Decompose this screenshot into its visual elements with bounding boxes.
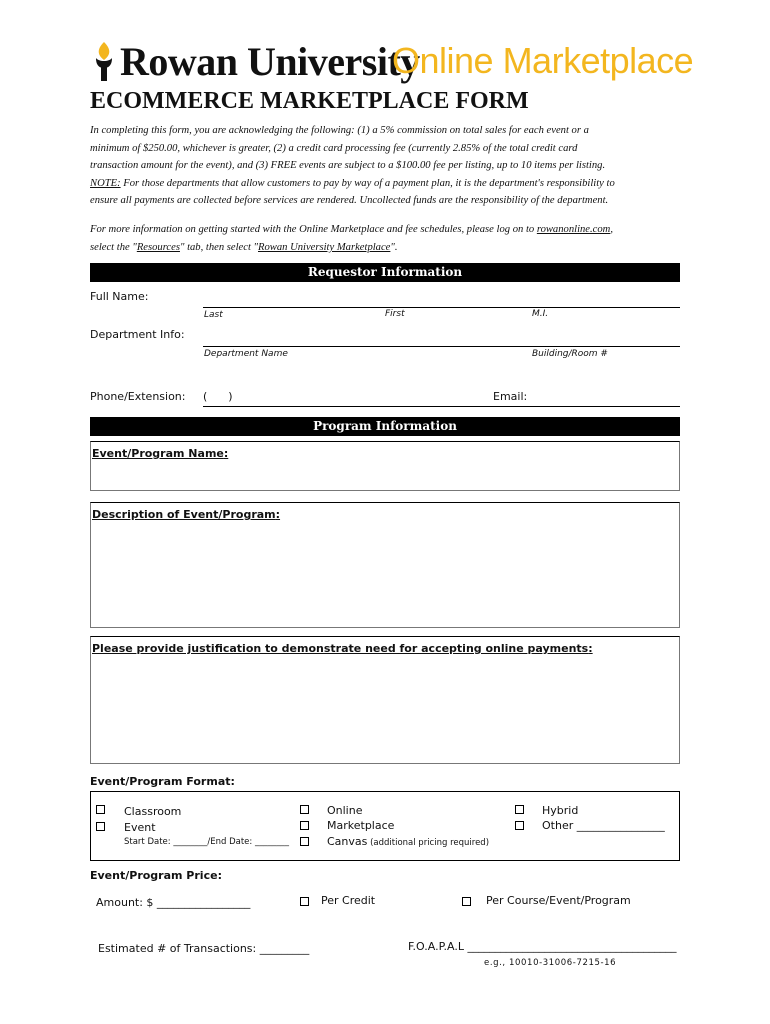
description-label [92, 508, 280, 521]
phone-email-field[interactable] [203, 406, 680, 407]
department-info-field[interactable] [203, 346, 680, 347]
justification-label-text: Please provide justification to demonstrate need for accepting online payments [92, 642, 589, 655]
rowanonline-link[interactable]: rowanonline.com [536, 224, 611, 235]
classroom-event-checkbox[interactable] [96, 805, 105, 814]
requestor-heading: Requestor Information [90, 263, 680, 282]
colon: : [275, 508, 281, 521]
more-info-paragraph [90, 221, 680, 256]
phone-extension-label: Phone/Extension: [90, 390, 186, 403]
online-option: Online [327, 804, 363, 817]
hybrid-checkbox[interactable] [515, 805, 524, 814]
more-info-text: , [610, 224, 613, 235]
intro-note-line [90, 175, 680, 193]
form-title: ECOMMERCE MARKETPLACE FORM [90, 88, 529, 114]
foapal-field[interactable]: F.O.A.P.A.L ______________________________________ [408, 940, 677, 953]
intro-line: In completing this form, you are acknowledging the following: (1) a 5% commission on total sales for each event or a [90, 125, 589, 136]
more-info-text: " tab, then select " [179, 241, 258, 253]
foapal-example: e.g., 10010-31006-7215-16 [484, 958, 617, 968]
more-info-text: select the " [90, 241, 137, 253]
event-name-label [92, 447, 228, 460]
description-label-text: Description of Event/Program [92, 508, 276, 521]
per-credit-checkbox[interactable] [300, 897, 309, 906]
colon: : [588, 642, 593, 655]
price-label [90, 869, 222, 882]
logo-marketplace: Online Marketplace [392, 40, 694, 81]
colon: : [223, 447, 229, 460]
mi-sublabel: M.I. [532, 309, 549, 319]
department-name-sublabel: Department Name [204, 349, 288, 359]
program-heading: Program Information [90, 417, 680, 436]
intro-paragraph [90, 122, 680, 210]
rowan-logo [90, 36, 694, 86]
more-info-text: ". [390, 241, 398, 253]
justification-box[interactable] [90, 636, 680, 764]
event-name-label-text: Event/Program Name [92, 447, 224, 460]
department-info-label: Department Info: [90, 328, 185, 341]
classroom-option: Classroom [124, 805, 182, 818]
price-label-text: Event/Program Price [90, 869, 218, 882]
hybrid-option: Hybrid [542, 804, 579, 817]
marketplace-option: Marketplace [327, 819, 395, 832]
full-name-field[interactable] [203, 307, 680, 308]
email-label: Email: [493, 390, 528, 403]
canvas-checkbox[interactable] [300, 837, 309, 846]
phone-area-code: ( ) [203, 390, 233, 403]
intro-line: transaction amount for the event), and (3) FREE events are subject to a $100.00 fee per listing, up to 10 items per listing. [90, 160, 606, 172]
canvas-option [327, 834, 489, 851]
building-room-sublabel: Building/Room # [532, 349, 608, 359]
other-option: Other ________________ [542, 819, 665, 832]
last-sublabel: Last [204, 310, 223, 320]
full-name-label: Full Name: [90, 290, 149, 303]
format-label-text: Event/Program Format [90, 775, 231, 788]
per-course-checkbox[interactable] [462, 897, 471, 906]
per-credit-option: Per Credit [321, 894, 376, 907]
colon: : [230, 775, 235, 788]
resources-link[interactable]: Resources [136, 241, 180, 253]
intro-line: For those departments that allow customers to pay by way of a payment plan, it is the department's responsibility to [120, 177, 615, 189]
format-label [90, 775, 235, 788]
note-label: NOTE: [90, 177, 121, 189]
other-checkbox[interactable] [515, 821, 524, 830]
canvas-text: Canvas [327, 835, 368, 848]
logo-university-name: Rowan University [120, 39, 420, 84]
start-end-date: Start Date: ________/End Date: ________ [124, 837, 289, 847]
event-checkbox[interactable] [96, 822, 105, 831]
intro-line: minimum of $250.00, whichever is greater, (2) a credit card processing fee (currently 2.85% of the total credit card [90, 142, 578, 154]
amount-field[interactable]: Amount: $ _________________ [96, 896, 251, 909]
intro-line: ensure all payments are collected before services are rendered. Uncollected funds are the responsibility of the department. [90, 195, 609, 207]
event-option: Event [124, 821, 156, 834]
marketplace-checkbox[interactable] [300, 821, 309, 830]
torch-icon [90, 40, 118, 82]
online-checkbox[interactable] [300, 805, 309, 814]
justification-label [92, 642, 593, 655]
canvas-note: (additional pricing required) [367, 838, 490, 848]
per-course-option: Per Course/Event/Program [486, 894, 631, 907]
marketplace-link[interactable]: Rowan University Marketplace [258, 241, 391, 253]
more-info-text: For more information on getting started with the Online Marketplace and fee schedules, please log on to [90, 224, 537, 235]
transactions-field[interactable]: Estimated # of Transactions: _________ [98, 942, 310, 955]
first-sublabel: First [385, 309, 405, 319]
colon: : [217, 869, 222, 882]
